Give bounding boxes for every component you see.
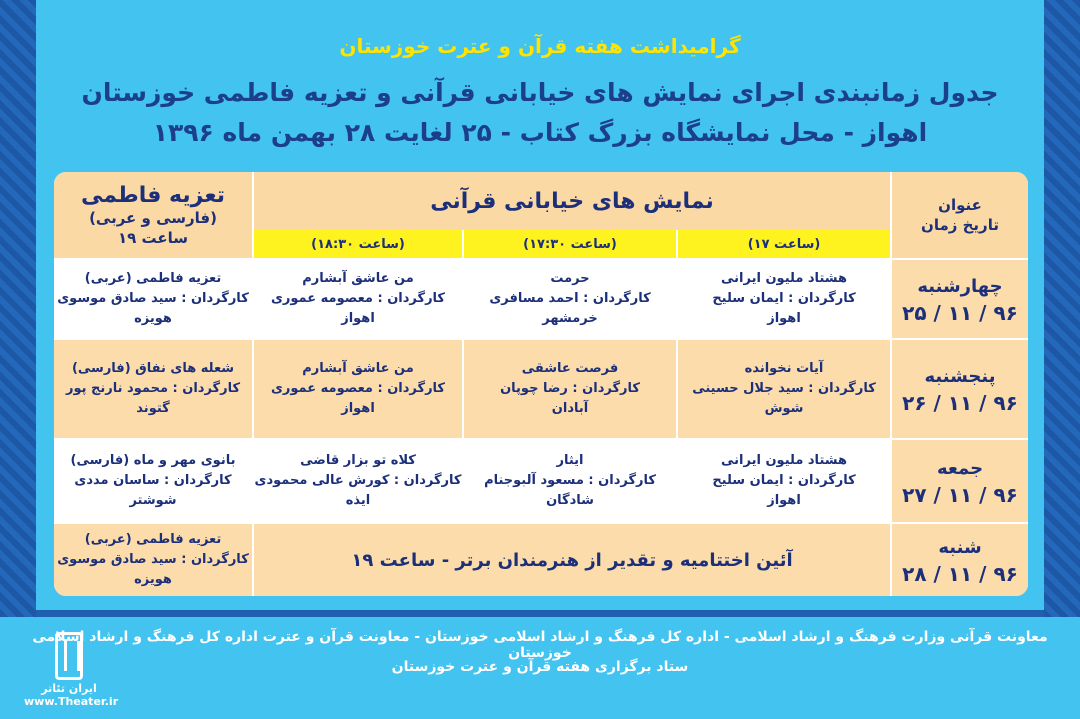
show-title: هشتاد ملیون ایرانی [721, 271, 847, 286]
footer-band [0, 617, 1080, 719]
day-cell-2 [892, 340, 1028, 438]
show-cell [254, 440, 462, 522]
schedule-table [54, 172, 1028, 596]
theater-logo-icon [55, 632, 83, 680]
poster-title: جدول زمانبندی اجرای نمایش های خیابانی قرآنی و تعزیه فاطمی خوزستان [81, 78, 999, 107]
show-city: شادگان [546, 493, 594, 508]
poster-supertitle: گرامیداشت هفته قرآن و عترت خوزستان [339, 34, 741, 58]
poster-subtitle: اهواز - محل نمایشگاه بزرگ کتاب - ۲۵ لغایت ۲۸ بهمن ماه ۱۳۹۶ [152, 118, 928, 147]
theater-logo-url: www.Theater.ir [24, 695, 119, 708]
show-title: تعزیه فاطمی (عربی) [84, 271, 222, 286]
show-director: کارگردان : مسعود آلبوجنام [484, 473, 656, 488]
day-cell-4 [892, 524, 1028, 596]
show-cell [464, 260, 676, 338]
tazieh-header-cell [54, 172, 252, 258]
show-director: کارگردان : رضا چوپان [500, 381, 640, 396]
show-director: کارگردان : معصومه عموری [271, 291, 445, 306]
time-cell-3 [254, 230, 462, 258]
day-date: ۹۶ / ۱۱ / ۲۷ [902, 483, 1018, 507]
show-city: اهواز [767, 311, 801, 326]
day-date: ۹۶ / ۱۱ / ۲۶ [902, 391, 1018, 415]
theater-logo [24, 632, 119, 712]
footer-organizers: معاونت قرآنی وزارت فرهنگ و ارشاد اسلامی - اداره کل فرهنگ و ارشاد اسلامی خوزستان - معاونت قرآن و عترت اداره کل فرهنگ و ارشاد اسلامی خوزستان [32, 629, 1048, 661]
tazieh-header-sub: (فارسی و عربی) [89, 208, 217, 227]
show-city: اهواز [341, 311, 375, 326]
show-city: ایذه [345, 493, 371, 508]
day-date: ۹۶ / ۱۱ / ۲۸ [902, 562, 1018, 586]
show-director: کارگردان : ساسان مددی [74, 473, 232, 488]
show-title: تعزیه فاطمی (عربی) [84, 532, 222, 547]
show-city: گتوند [136, 401, 170, 416]
quran-header-title: نمایش های خیابانی قرآنی [430, 188, 714, 214]
show-title: هشتاد ملیون ایرانی [721, 453, 847, 468]
show-title: من عاشق آبشارم [302, 361, 414, 376]
day-date: ۹۶ / ۱۱ / ۲۵ [902, 301, 1018, 325]
show-director: کارگردان : معصومه عموری [271, 381, 445, 396]
theater-logo-name: ایران تئاتر [41, 682, 97, 695]
day-name: جمعه [936, 458, 984, 479]
show-city: شوش [764, 401, 804, 416]
closing-ceremony-text: آئین اختتامیه و تقدیر از هنرمندان برتر - ساعت ۱۹ [351, 549, 793, 571]
footer-committee: ستاد برگزاری هفته قرآن و عترت خوزستان [391, 659, 689, 675]
show-title: فرصت عاشقی [521, 361, 619, 376]
day-cell-1 [892, 260, 1028, 338]
tazieh-cell [54, 440, 252, 522]
show-director: کارگردان : سید صادق موسوی [57, 291, 249, 306]
show-director: کارگردان : کورش عالی محمودی [254, 473, 462, 488]
time-cell-1 [678, 230, 890, 258]
header-title-label: عنوان [938, 196, 982, 214]
show-cell [678, 260, 890, 338]
show-cell [678, 340, 890, 438]
show-director: کارگردان : ایمان سلیح [712, 473, 856, 488]
right-pattern [1044, 0, 1080, 719]
show-director: کارگردان : ایمان سلیح [712, 291, 856, 306]
tazieh-header-title: تعزیه فاطمی [80, 182, 226, 208]
header-date-label: تاریخ زمان [921, 216, 999, 234]
show-director: کارگردان : احمد مسافری [489, 291, 651, 306]
show-cell [464, 440, 676, 522]
show-city: اهواز [767, 493, 801, 508]
left-pattern [0, 0, 36, 719]
show-director: کارگردان : سید صادق موسوی [57, 552, 249, 567]
tazieh-cell [54, 524, 252, 596]
show-title: حرمت [550, 271, 590, 286]
day-name: پنجشنبه [924, 366, 996, 387]
show-director: کارگردان : محمود نارنج پور [65, 381, 241, 396]
time-label-1: (ساعت ۱۷) [747, 236, 821, 252]
show-director: کارگردان : سید جلال حسینی [692, 381, 876, 396]
day-cell-3 [892, 440, 1028, 522]
show-cell [254, 340, 462, 438]
header-title-cell [892, 172, 1028, 258]
day-name: شنبه [938, 537, 982, 558]
show-cell [254, 260, 462, 338]
quran-header-cell [254, 172, 890, 230]
show-city: هویزه [134, 572, 172, 587]
show-city: خرمشهر [542, 311, 598, 326]
tazieh-cell [54, 260, 252, 338]
show-title: کلاه تو بزار قاضی [300, 453, 416, 468]
closing-ceremony-cell [254, 524, 890, 596]
time-cell-2 [464, 230, 676, 258]
time-label-2: (ساعت ۱۷:۳۰) [523, 236, 617, 252]
day-name: چهارشنبه [917, 276, 1003, 297]
show-title: آیات نخوانده [744, 361, 824, 376]
show-title: من عاشق آبشارم [302, 271, 414, 286]
show-city: اهواز [341, 401, 375, 416]
show-title: ایثار [556, 453, 584, 468]
show-cell [464, 340, 676, 438]
show-cell [678, 440, 890, 522]
tazieh-header-time: ساعت ۱۹ [117, 228, 189, 247]
show-city: شوشتر [129, 493, 177, 508]
show-city: هویزه [134, 311, 172, 326]
time-label-3: (ساعت ۱۸:۳۰) [311, 236, 405, 252]
show-title: بانوی مهر و ماه (فارسی) [70, 453, 236, 468]
show-city: آبادان [551, 401, 589, 416]
show-title: شعله های نفاق (فارسی) [71, 361, 235, 376]
tazieh-cell [54, 340, 252, 438]
